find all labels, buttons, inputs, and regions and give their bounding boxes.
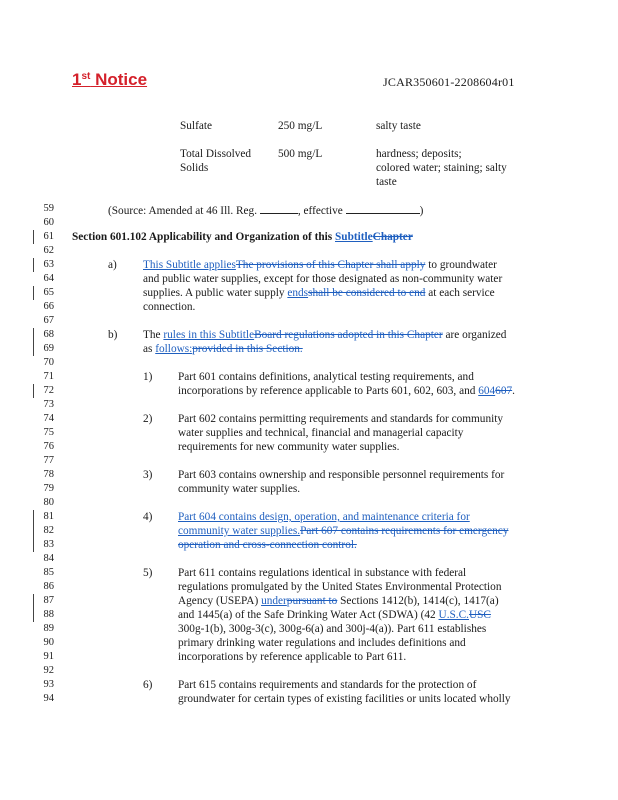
item-line: Part 615 contains requirements and standards for the protection of bbox=[178, 679, 477, 691]
line-number: 62 bbox=[43, 245, 54, 256]
paragraph-label: a) bbox=[108, 259, 117, 271]
table-cell-limit: 500 mg/L bbox=[278, 148, 323, 160]
table-cell-effect: hardness; deposits; bbox=[376, 148, 462, 160]
line-number: 92 bbox=[43, 665, 54, 676]
table-cell-effect: salty taste bbox=[376, 120, 421, 132]
document-id: JCAR350601-2208604r01 bbox=[383, 75, 515, 89]
change-bar bbox=[33, 594, 34, 622]
table-cell-name: Sulfate bbox=[180, 120, 212, 132]
change-bar bbox=[33, 328, 34, 356]
table-cell-name: Total Dissolved bbox=[180, 148, 252, 160]
line-number: 73 bbox=[43, 399, 54, 410]
item-line: water supplies and technical, financial and managerial capacity bbox=[178, 427, 464, 439]
paragraph-a-line: supplies. A public water supply endsshall be considered to end at each service bbox=[143, 287, 495, 299]
line-number: 70 bbox=[43, 357, 54, 368]
paragraph-a-line: This Subtitle appliesThe provisions of this Chapter shall apply to groundwater bbox=[143, 259, 497, 271]
table-cell-limit: 250 mg/L bbox=[278, 120, 323, 132]
line-number: 91 bbox=[43, 651, 54, 662]
paragraph-b-line: The rules in this SubtitleBoard regulations adopted in this Chapter are organized bbox=[143, 329, 507, 341]
item-label: 6) bbox=[143, 679, 153, 691]
paragraph-a-line: connection. bbox=[143, 301, 196, 313]
paragraph-label: b) bbox=[108, 329, 118, 341]
paragraph-a-line: and public water supplies, except for those designated as non-community water bbox=[143, 273, 503, 285]
change-bar bbox=[33, 230, 34, 244]
item-line: incorporations by reference applicable to Parts 601, 602, 603, and 604607. bbox=[178, 385, 515, 397]
line-number: 85 bbox=[43, 567, 54, 578]
item-line: community water supplies.Part 607 contains requirements for emergency bbox=[178, 525, 509, 537]
item-line: requirements for new community water supplies. bbox=[178, 441, 400, 453]
change-bar bbox=[33, 258, 34, 272]
line-number: 89 bbox=[43, 623, 54, 634]
line-number: 60 bbox=[43, 217, 54, 228]
notice-title: 1st Notice bbox=[72, 70, 148, 89]
item-line: Part 601 contains definitions, analytical testing requirements, and bbox=[178, 371, 474, 383]
line-number: 75 bbox=[43, 427, 54, 438]
item-line: incorporations by reference applicable to Part 611. bbox=[178, 651, 407, 663]
line-number: 67 bbox=[43, 315, 54, 326]
item-line: and 1445(a) of the Safe Drinking Water Act (SDWA) (42 U.S.C.USC bbox=[178, 609, 491, 621]
line-number: 68 bbox=[43, 329, 54, 340]
line-number: 90 bbox=[43, 637, 54, 648]
line-number: 86 bbox=[43, 581, 54, 592]
line-number: 80 bbox=[43, 497, 54, 508]
item-line: Part 611 contains regulations identical in substance with federal bbox=[178, 567, 467, 579]
line-number: 76 bbox=[43, 441, 54, 452]
item-label: 2) bbox=[143, 413, 153, 425]
item-line: Part 602 contains permitting requirements and standards for community bbox=[178, 413, 504, 425]
change-bar bbox=[33, 510, 34, 552]
line-number: 69 bbox=[43, 343, 54, 354]
line-number: 63 bbox=[43, 259, 54, 270]
change-bar bbox=[33, 286, 34, 300]
line-number: 83 bbox=[43, 539, 54, 550]
line-number: 93 bbox=[43, 679, 54, 690]
line-number: 82 bbox=[43, 525, 54, 536]
item-label: 5) bbox=[143, 567, 153, 579]
line-number: 65 bbox=[43, 287, 54, 298]
source-note: (Source: Amended at 46 Ill. Reg. , effective ) bbox=[108, 205, 424, 217]
line-number: 59 bbox=[43, 203, 54, 214]
line-number: 66 bbox=[43, 301, 54, 312]
line-number: 88 bbox=[43, 609, 54, 620]
item-line: operation and cross-connection control. bbox=[178, 539, 357, 551]
section-heading: Section 601.102 Applicability and Organization of this SubtitleChapter bbox=[72, 231, 413, 243]
item-label: 1) bbox=[143, 371, 153, 383]
line-number: 84 bbox=[43, 553, 54, 564]
line-number: 64 bbox=[43, 273, 54, 284]
line-number: 78 bbox=[43, 469, 54, 480]
line-number: 74 bbox=[43, 413, 54, 424]
line-number: 61 bbox=[43, 231, 54, 242]
item-line: groundwater for certain types of existing facilities or units located wholly bbox=[178, 693, 511, 705]
table-cell-name: Solids bbox=[180, 162, 209, 174]
item-line: Part 603 contains ownership and responsible personnel requirements for bbox=[178, 469, 505, 481]
item-line: 300g-1(b), 300g-3(c), 300g-6(a) and 300j-4(a)). Part 611 establishes bbox=[178, 623, 487, 635]
item-line: regulations promulgated by the United States Environmental Protection bbox=[178, 581, 502, 593]
line-number: 79 bbox=[43, 483, 54, 494]
line-number: 94 bbox=[43, 693, 54, 704]
item-line: primary drinking water regulations and includes definitions and bbox=[178, 637, 466, 649]
line-number: 87 bbox=[43, 595, 54, 606]
paragraph-b-line: as follows:provided in this Section. bbox=[143, 343, 303, 355]
item-line: community water supplies. bbox=[178, 483, 301, 495]
table-cell-effect: taste bbox=[376, 176, 397, 188]
item-label: 4) bbox=[143, 511, 153, 523]
line-number: 77 bbox=[43, 455, 54, 466]
line-number: 72 bbox=[43, 385, 54, 396]
item-line: Agency (USEPA) underpursuant to Sections 1412(b), 1414(c), 1417(a) bbox=[178, 595, 499, 607]
line-number: 71 bbox=[43, 371, 54, 382]
change-bar bbox=[33, 384, 34, 398]
line-number: 81 bbox=[43, 511, 54, 522]
table-cell-effect: colored water; staining; salty bbox=[376, 162, 507, 174]
item-line: Part 604 contains design, operation, and maintenance criteria for bbox=[178, 511, 470, 523]
item-label: 3) bbox=[143, 469, 153, 481]
